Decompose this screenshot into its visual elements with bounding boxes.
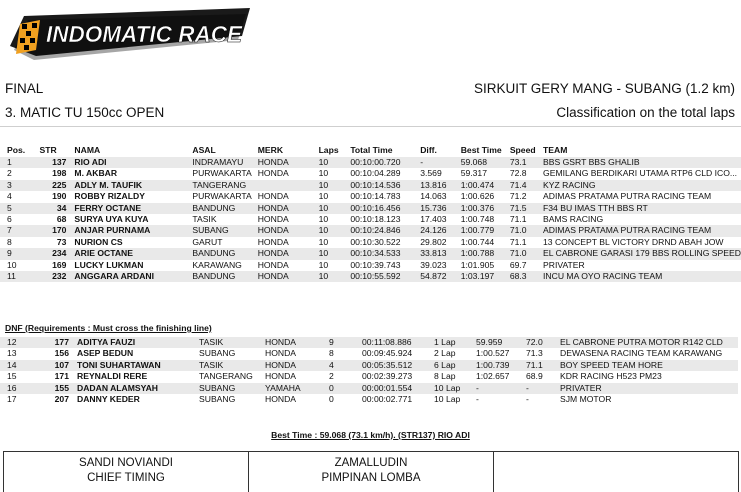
cell-team: EL CABRONE PUTRA MOTOR R142 CLD <box>560 337 738 348</box>
cell-nama: M. AKBAR <box>74 168 118 179</box>
cell-best-time: 1:00.779 <box>461 225 510 236</box>
col-merk: MERK <box>257 145 284 155</box>
cell-best-time: 1:00.788 <box>461 248 510 259</box>
cell-speed: 71.1 <box>509 236 527 247</box>
table-row <box>0 191 741 202</box>
cell-str: 234 <box>39 248 74 259</box>
cell-speed: - <box>526 394 529 405</box>
class-name: 3. MATIC TU 150cc OPEN <box>5 105 165 120</box>
col-diff: Diff. <box>420 145 437 155</box>
cell-asal: SUBANG <box>199 383 265 394</box>
cell-diff: 14.063 <box>420 191 447 202</box>
cell-asal: GARUT <box>192 236 223 247</box>
cell-total-time: 00:10:30.522 <box>350 236 401 247</box>
cell-merk: HONDA <box>257 214 289 225</box>
cell-str: 207 <box>54 394 69 405</box>
cell-laps: 10 <box>319 203 351 214</box>
cell-total-time: 00:10:34.533 <box>350 248 420 259</box>
logo-graphic <box>6 6 251 64</box>
cell-asal: SUBANG <box>192 225 257 236</box>
cell-nama: ADITYA FAUZI <box>77 337 199 348</box>
cell-diff: 6 Lap <box>434 360 476 371</box>
signature-empty <box>493 452 738 492</box>
cell-best-time: 1:00.626 <box>460 191 495 202</box>
signature-role: PIMPINAN LOMBA <box>321 472 421 484</box>
cell-nama: REYNALDI RERE <box>77 371 148 382</box>
cell-asal: TASIK <box>199 337 265 348</box>
event-type: FINAL <box>5 81 44 96</box>
table-row <box>0 348 738 359</box>
cell-str: 73 <box>56 236 67 247</box>
cell-laps: 10 <box>318 168 329 179</box>
cell-merk: HONDA <box>257 236 289 247</box>
cell-merk: HONDA <box>265 337 329 348</box>
cell-str: 198 <box>52 168 67 179</box>
cell-merk: HONDA <box>265 348 297 359</box>
table-row <box>0 248 741 259</box>
table-row <box>0 337 738 348</box>
col-team: TEAM <box>543 145 568 155</box>
table-row <box>0 168 741 179</box>
cell-best-time: - <box>476 383 526 394</box>
cell-total-time: 00:05:35.512 <box>362 360 434 371</box>
cell-speed: 71.1 <box>526 360 560 371</box>
cell-nama: FERRY OCTANE <box>74 203 192 214</box>
cell-best-time: 1:00.739 <box>476 360 526 371</box>
cell-pos: 10 <box>7 259 17 270</box>
cell-asal: BANDUNG <box>192 271 257 282</box>
cell-team: F34 BU IMAS TTH BBS RT <box>543 203 741 214</box>
table-row <box>0 371 738 382</box>
cell-pos: 15 <box>7 371 17 382</box>
table-header-row <box>0 143 741 157</box>
cell-team: INCU MA OYO RACING TEAM <box>543 271 741 282</box>
cell-merk: YAMAHA <box>265 383 329 394</box>
cell-team: EL CABRONE GARASI 179 BBS ROLLING SPEED <box>543 248 741 259</box>
cell-str: 107 <box>41 360 77 371</box>
table-row <box>0 394 738 405</box>
cell-diff: 13.816 <box>420 180 460 191</box>
cell-best-time: 1:03.197 <box>461 271 510 282</box>
table-row <box>0 383 738 394</box>
cell-pos: 9 <box>0 248 39 259</box>
signature-name: ZAMALLUDIN <box>334 457 408 469</box>
cell-str: 156 <box>54 348 69 359</box>
cell-laps: 0 <box>329 394 334 405</box>
cell-asal: BANDUNG <box>192 248 257 259</box>
indomatic-race-logo <box>6 6 251 64</box>
cell-diff: 33.813 <box>420 248 460 259</box>
cell-str: 169 <box>52 259 67 270</box>
cell-merk: HONDA <box>258 157 319 168</box>
cell-speed: 71.2 <box>509 191 527 202</box>
col-asal: ASAL <box>192 145 216 155</box>
cell-diff: 3.569 <box>420 168 442 179</box>
cell-str: 232 <box>39 271 74 282</box>
cell-speed: 71.5 <box>510 203 543 214</box>
cell-laps: 10 <box>319 248 351 259</box>
cell-diff: 54.872 <box>420 271 460 282</box>
cell-diff: - <box>420 157 460 168</box>
cell-team: BAMS RACING <box>543 214 604 225</box>
table-row <box>0 180 741 191</box>
cell-diff: 24.126 <box>420 225 460 236</box>
col-total-time: Total Time <box>350 145 393 155</box>
cell-team: KDR RACING H523 PM23 <box>560 371 662 382</box>
cell-laps: 10 <box>318 236 329 247</box>
cell-str: 170 <box>39 225 74 236</box>
cell-team: ADIMAS PRATAMA PUTRA RACING TEAM <box>543 191 712 202</box>
cell-diff: 1 Lap <box>434 337 476 348</box>
cell-best-time: 1:00.474 <box>461 180 510 191</box>
cell-best-time: 59.068 <box>461 157 510 168</box>
cell-total-time: 00:00:01.554 <box>362 383 434 394</box>
cell-total-time: 00:10:39.743 <box>350 259 401 270</box>
cell-asal: TASIK <box>192 214 217 225</box>
cell-laps: 10 <box>319 225 351 236</box>
cell-total-time: 00:10:00.720 <box>350 157 420 168</box>
cell-laps: 4 <box>329 360 362 371</box>
cell-nama: ANJAR PURNAMA <box>74 225 192 236</box>
cell-best-time: 1:00.376 <box>461 203 510 214</box>
cell-team: SJM MOTOR <box>560 394 612 405</box>
cell-total-time: 00:09:45.924 <box>362 348 413 359</box>
cell-asal: TANGERANG <box>192 180 257 191</box>
cell-diff: 15.736 <box>420 203 460 214</box>
col-laps: Laps <box>318 145 339 155</box>
cell-speed: 71.3 <box>526 348 543 359</box>
col-best-time: Best Time <box>460 145 502 155</box>
cell-best-time: - <box>476 394 479 405</box>
signature-role: CHIEF TIMING <box>87 472 165 484</box>
cell-diff: 10 Lap <box>434 394 461 405</box>
cell-merk: HONDA <box>258 248 319 259</box>
cell-speed: 68.3 <box>510 271 543 282</box>
cell-total-time: 00:10:04.289 <box>350 168 401 179</box>
cell-str: 34 <box>39 203 74 214</box>
cell-pos: 7 <box>0 225 39 236</box>
col-pos: Pos. <box>7 145 26 155</box>
cell-team: BOY SPEED TEAM HORE <box>560 360 738 371</box>
results-body <box>0 157 741 282</box>
cell-nama: LUCKY LUKMAN <box>74 259 144 270</box>
cell-laps: 2 <box>329 371 334 382</box>
table-row <box>0 360 738 371</box>
cell-merk <box>258 180 319 191</box>
cell-diff: 8 Lap <box>434 371 456 382</box>
cell-pos: 6 <box>7 214 12 225</box>
cell-team: BBS GSRT BBS GHALIB <box>543 157 741 168</box>
cell-best-time: 59.959 <box>476 337 526 348</box>
cell-nama: ASEP BEDUN <box>77 348 134 359</box>
cell-laps: 10 <box>318 191 329 202</box>
logo-text: INDOMATIC RACE <box>46 21 243 47</box>
cell-merk: HONDA <box>257 191 289 202</box>
cell-str: 137 <box>39 157 74 168</box>
cell-pos: 8 <box>7 236 12 247</box>
cell-team: 13 CONCEPT BL VICTORY DRND ABAH JOW <box>543 236 724 247</box>
cell-total-time: 00:02:39.273 <box>362 371 413 382</box>
cell-team: DEWASENA RACING TEAM KARAWANG <box>560 348 723 359</box>
dnf-body <box>0 337 738 405</box>
cell-pos: 2 <box>7 168 12 179</box>
cell-best-time: 1:02.657 <box>476 371 510 382</box>
classification-note: Classification on the total laps <box>556 105 735 120</box>
cell-laps: 10 <box>318 214 329 225</box>
cell-laps: 10 <box>319 271 351 282</box>
cell-diff: 39.023 <box>420 259 447 270</box>
cell-speed: 69.7 <box>509 259 527 270</box>
results-table <box>0 143 741 282</box>
table-row <box>0 157 741 168</box>
cell-merk: HONDA <box>258 203 319 214</box>
cell-str: 155 <box>41 383 77 394</box>
cell-total-time: 00:00:02.771 <box>362 394 413 405</box>
cell-pos: 14 <box>0 360 41 371</box>
cell-nama: RIO ADI <box>74 157 192 168</box>
cell-diff: 17.403 <box>420 214 447 225</box>
cell-best-time: 1:00.744 <box>460 236 495 247</box>
cell-total-time: 00:10:55.592 <box>350 271 420 282</box>
cell-team: GEMILANG BERDIKARI UTAMA RTP6 CLD ICO... <box>543 168 738 179</box>
signature-name: SANDI NOVIANDI <box>79 457 173 469</box>
cell-diff: 29.802 <box>420 236 447 247</box>
table-row <box>0 214 741 225</box>
cell-pos: 12 <box>0 337 41 348</box>
cell-best-time: 1:00.527 <box>476 348 510 359</box>
cell-asal: BANDUNG <box>192 203 257 214</box>
cell-asal: KARAWANG <box>192 259 242 270</box>
signature-chief-timing <box>4 452 248 492</box>
cell-laps: 8 <box>329 348 334 359</box>
cell-pos: 1 <box>0 157 39 168</box>
cell-laps: 10 <box>319 180 351 191</box>
cell-diff: 2 Lap <box>434 348 456 359</box>
cell-nama: DADAN ALAMSYAH <box>77 383 199 394</box>
cell-laps: 10 <box>319 157 351 168</box>
table-row <box>0 237 741 248</box>
col-str: STR <box>39 145 57 155</box>
cell-best-time: 1:00.748 <box>460 214 495 225</box>
cell-speed: 72.8 <box>509 168 527 179</box>
cell-laps: 0 <box>329 383 362 394</box>
circuit-name: SIRKUIT GERY MANG - SUBANG (1.2 km) <box>473 81 735 96</box>
cell-pos: 13 <box>7 348 17 359</box>
cell-nama: ROBBY RIZALDY <box>74 191 145 202</box>
cell-nama: ARIE OCTANE <box>74 248 192 259</box>
table-row <box>0 260 741 271</box>
cell-speed: 72.0 <box>526 337 560 348</box>
cell-pos: 16 <box>0 383 41 394</box>
cell-asal: PURWAKARTA <box>192 168 252 179</box>
table-row <box>0 271 741 282</box>
cell-asal: TANGERANG <box>199 371 253 382</box>
cell-laps: 9 <box>329 337 362 348</box>
cell-total-time: 00:10:14.536 <box>350 180 420 191</box>
cell-str: 225 <box>39 180 74 191</box>
col-speed: Speed <box>509 145 536 155</box>
cell-pos: 17 <box>7 394 17 405</box>
cell-str: 171 <box>54 371 69 382</box>
cell-diff: 10 Lap <box>434 383 476 394</box>
cell-merk: HONDA <box>257 168 289 179</box>
cell-pos: 11 <box>0 271 39 282</box>
cell-best-time: 1:01.905 <box>460 259 495 270</box>
cell-asal: TASIK <box>199 360 265 371</box>
cell-team: ADIMAS PRATAMA PUTRA RACING TEAM <box>543 225 741 236</box>
cell-str: 68 <box>56 214 67 225</box>
cell-total-time: 00:11:08.886 <box>362 337 434 348</box>
cell-total-time: 00:10:18.123 <box>350 214 401 225</box>
cell-nama: ANGGARA ARDANI <box>74 271 192 282</box>
cell-best-time: 59.317 <box>460 168 487 179</box>
cell-team: PRIVATER <box>560 383 738 394</box>
dnf-title: DNF (Requirements : Must cross the finishing line) <box>5 323 212 333</box>
cell-asal: SUBANG <box>199 348 236 359</box>
cell-nama: DANNY KEDER <box>77 394 140 405</box>
cell-speed: 71.0 <box>510 248 543 259</box>
cell-str: 177 <box>41 337 77 348</box>
cell-nama: TONI SUHARTAWAN <box>77 360 199 371</box>
cell-merk: HONDA <box>265 394 297 405</box>
cell-asal: PURWAKARTA <box>192 191 252 202</box>
cell-speed: 71.0 <box>510 225 543 236</box>
cell-total-time: 00:10:14.783 <box>350 191 401 202</box>
cell-pos: 5 <box>0 203 39 214</box>
cell-speed: - <box>526 383 560 394</box>
best-time-note: Best Time : 59.068 (73.1 km/h). (STR137) RIO ADI <box>271 430 470 440</box>
cell-speed: 73.1 <box>510 157 543 168</box>
table-row <box>0 203 741 214</box>
header-divider <box>0 126 741 127</box>
cell-nama: ADLY M. TAUFIK <box>74 180 192 191</box>
dnf-table <box>0 337 738 405</box>
cell-pos: 4 <box>7 191 12 202</box>
cell-merk: HONDA <box>258 271 319 282</box>
cell-team: PRIVATER <box>543 259 585 270</box>
cell-asal: INDRAMAYU <box>192 157 257 168</box>
cell-speed: 68.9 <box>526 371 543 382</box>
cell-nama: SURYA UYA KUYA <box>74 214 149 225</box>
cell-nama: NURION CS <box>74 236 123 247</box>
cell-total-time: 00:10:24.846 <box>350 225 420 236</box>
cell-merk: HONDA <box>265 371 297 382</box>
cell-laps: 10 <box>318 259 329 270</box>
cell-speed: 71.1 <box>509 214 527 225</box>
col-nama: NAMA <box>74 145 101 155</box>
cell-team: KYZ RACING <box>543 180 741 191</box>
cell-asal: SUBANG <box>199 394 236 405</box>
cell-pos: 3 <box>0 180 39 191</box>
cell-merk: HONDA <box>258 225 319 236</box>
table-row <box>0 225 741 236</box>
cell-speed: 71.4 <box>510 180 543 191</box>
cell-merk: HONDA <box>265 360 329 371</box>
signature-race-director <box>248 452 493 492</box>
cell-total-time: 00:10:16.456 <box>350 203 420 214</box>
cell-str: 190 <box>52 191 67 202</box>
cell-merk: HONDA <box>257 259 289 270</box>
